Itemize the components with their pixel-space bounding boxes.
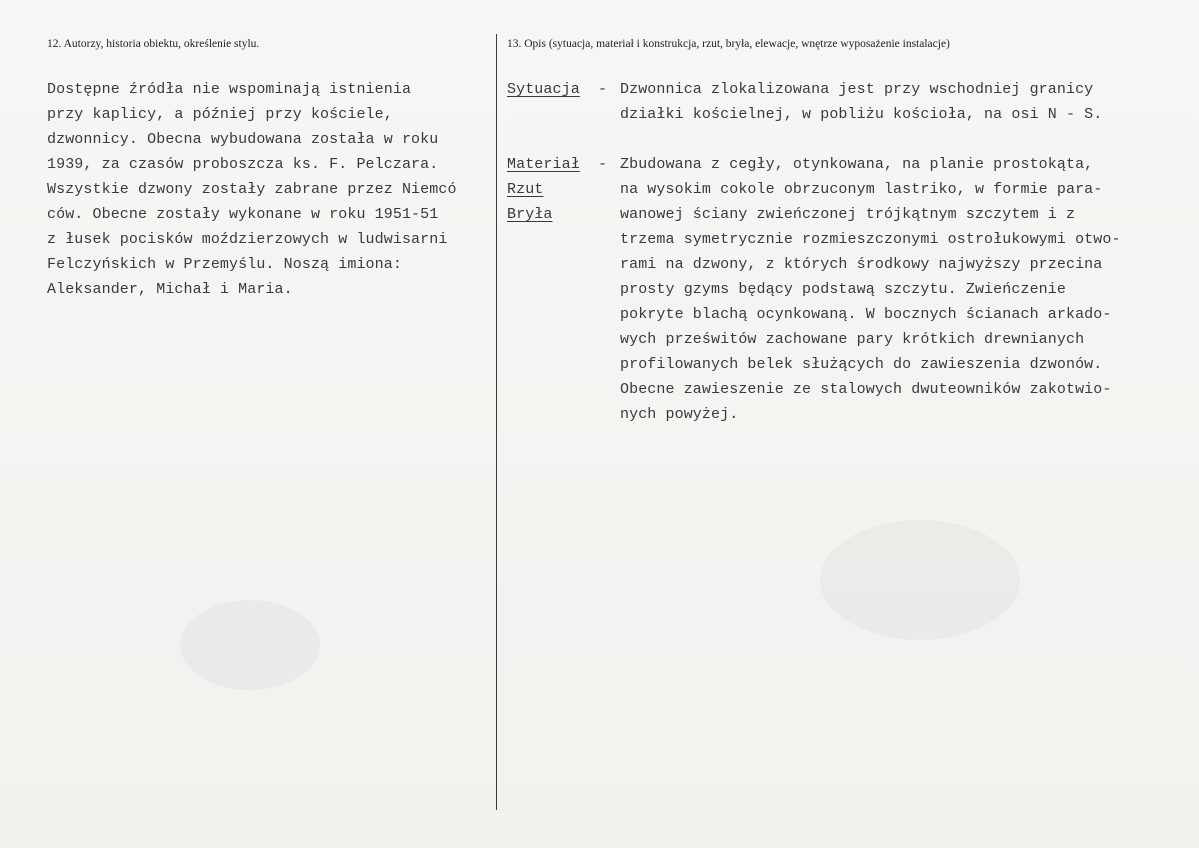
description-line: Zbudowana z cegły, otynkowana, na planie prostokąta, — [620, 156, 1094, 173]
paper-stain — [820, 520, 1020, 640]
label-sytuacja: Sytuacja — [507, 81, 580, 98]
description-line: pokryte blachą ocynkowaną. W bocznych ścianach arkado- — [620, 306, 1112, 323]
description-line: profilowanych belek służących do zawieszenia dzwonów. — [620, 356, 1103, 373]
description-line: trzema symetrycznie rozmieszczonymi ostrołukowymi otwo- — [620, 231, 1121, 248]
description-line: wych prześwitów zachowane pary krótkich drewnianych — [620, 331, 1085, 348]
description-line: rami na dzwony, z których środkowy najwyższy przecina — [620, 256, 1103, 273]
history-line: 1939, za czasów proboszcza ks. F. Pelczara. — [47, 156, 439, 173]
description-line: na wysokim cokole obrzuconym lastriko, w formie para- — [620, 181, 1103, 198]
description-line: Dzwonnica zlokalizowana jest przy wschodniej granicy — [620, 81, 1094, 98]
label-dash: - — [598, 156, 608, 173]
description-line: działki kościelnej, w pobliżu kościoła, na osi N - S. — [620, 106, 1103, 123]
label-material: Materiał — [507, 156, 580, 173]
paper-stain — [180, 600, 320, 690]
label-bryla: Bryła — [507, 206, 553, 223]
description-line: prosty gzyms będący podstawą szczytu. Zwieńczenie — [620, 281, 1066, 298]
history-line: przy kaplicy, a później przy kościele, — [47, 106, 393, 123]
history-line: Dostępne źródła nie wspominają istnienia — [47, 81, 412, 98]
label-dash: - — [598, 81, 608, 98]
history-line: ców. Obecne zostały wykonane w roku 1951-51 — [47, 206, 439, 223]
section-12-header: 12. Autorzy, historia obiektu, określenie stylu. — [47, 38, 260, 50]
description-line: nych powyżej. — [620, 406, 739, 423]
history-line: Felczyńskich w Przemyślu. Noszą imiona: — [47, 256, 402, 273]
label-rzut: Rzut — [507, 181, 544, 198]
history-line: dzwonnicy. Obecna wybudowana została w roku — [47, 131, 439, 148]
description-line: wanowej ściany zwieńczonej trójkątnym szczytem i z — [620, 206, 1076, 223]
section-13-header: 13. Opis (sytuacja, materiał i konstrukcja, rzut, bryła, elewacje, wnętrze wyposażenie instalacje) — [507, 38, 950, 50]
history-line: Aleksander, Michał i Maria. — [47, 281, 293, 298]
description-line: Obecne zawieszenie ze stalowych dwuteowników zakotwio- — [620, 381, 1112, 398]
history-line: z łusek pocisków moździerzowych w ludwisarni — [47, 231, 448, 248]
history-line: Wszystkie dzwony zostały zabrane przez Niemcó — [47, 181, 457, 198]
